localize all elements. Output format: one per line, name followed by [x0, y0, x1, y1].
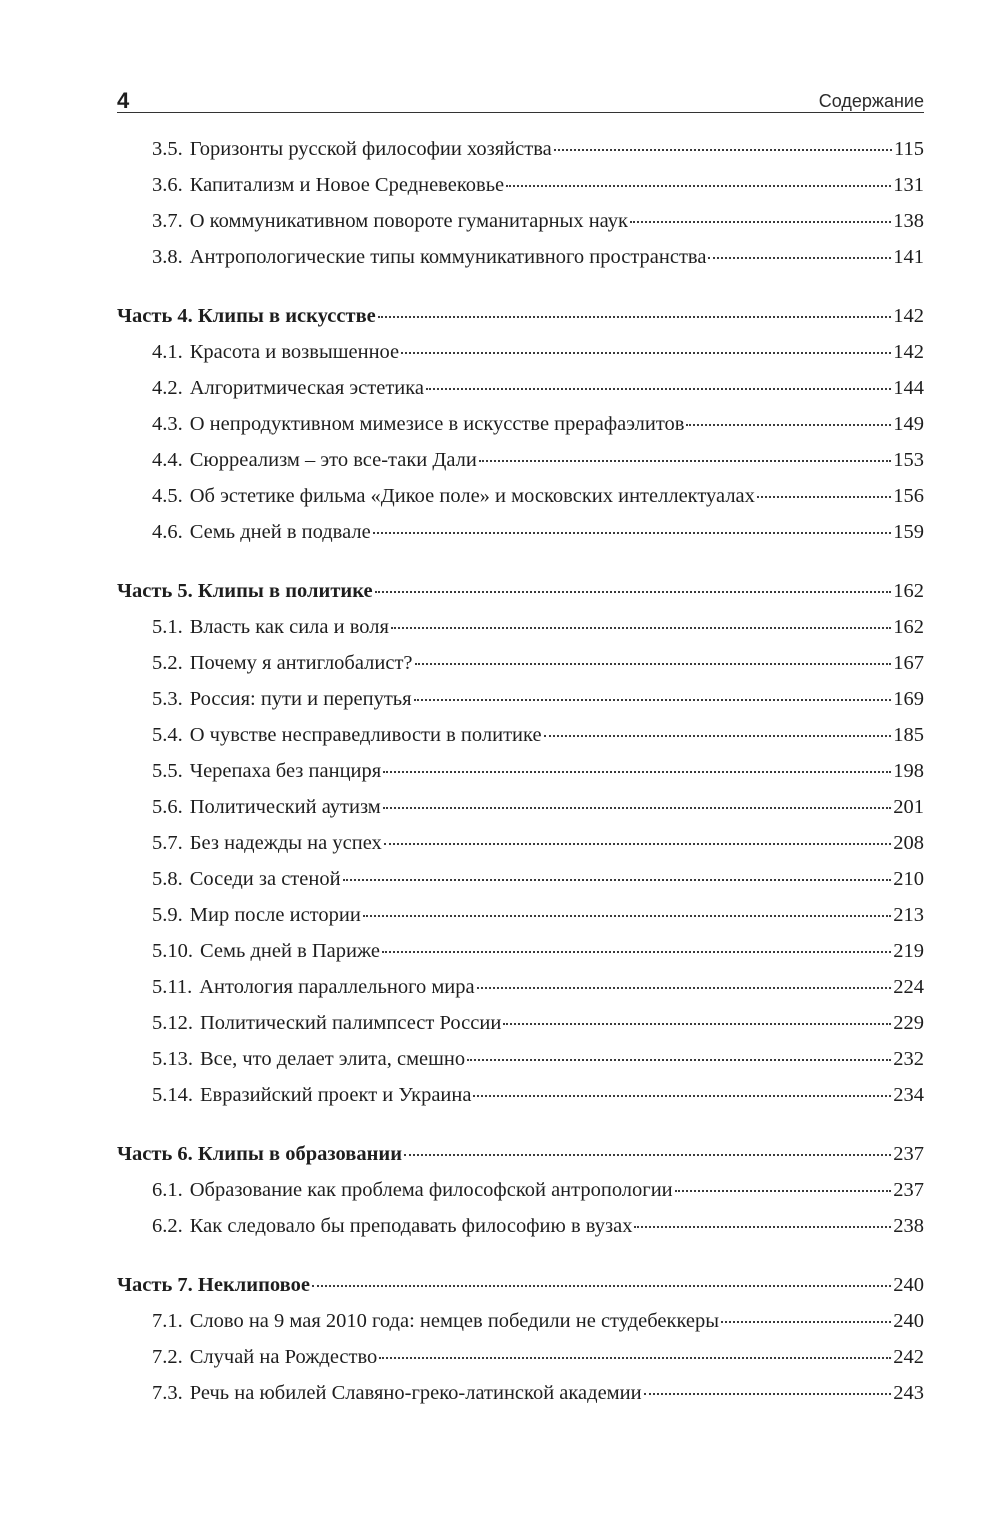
toc-part-title: Часть 4. Клипы в искусстве — [117, 305, 376, 327]
toc-entry[interactable] — [117, 334, 924, 370]
toc-entry-title: Антология параллельного мира — [199, 976, 475, 998]
dot-leader — [426, 388, 891, 390]
toc-entry[interactable] — [117, 1303, 924, 1339]
page-number: 4 — [117, 88, 130, 113]
toc-entry-title: Капитализм и Новое Средневековье — [189, 174, 505, 196]
table-of-contents — [117, 131, 924, 1411]
toc-entry[interactable] — [117, 681, 924, 717]
toc-entry-title: Власть как сила и воля — [189, 616, 389, 638]
toc-page-number: 243 — [893, 1382, 924, 1404]
toc-group — [117, 573, 924, 1113]
toc-entry[interactable] — [117, 1041, 924, 1077]
toc-entry-number: 6.2. — [152, 1215, 183, 1237]
toc-page-number: 229 — [893, 1012, 924, 1034]
toc-entry-title: Без надежды на успех — [189, 832, 382, 854]
toc-entry[interactable] — [117, 789, 924, 825]
toc-entry[interactable] — [117, 645, 924, 681]
running-title: Содержание — [818, 91, 924, 111]
toc-entry-title: Семь дней в подвале — [189, 521, 371, 543]
dot-leader — [503, 1023, 891, 1025]
toc-page-number: 238 — [893, 1215, 924, 1237]
toc-entry-number: 6.1. — [152, 1179, 183, 1201]
dot-leader — [757, 496, 891, 498]
toc-entry-number: 5.9. — [152, 904, 183, 926]
toc-entry-title: Россия: пути и перепутья — [189, 688, 412, 710]
toc-page-number: 149 — [893, 413, 924, 435]
dot-leader — [414, 699, 892, 701]
toc-entry[interactable] — [117, 717, 924, 753]
dot-leader — [382, 951, 891, 953]
toc-page-number: 131 — [893, 174, 924, 196]
toc-entry[interactable] — [117, 969, 924, 1005]
dot-leader — [401, 352, 891, 354]
dot-leader — [383, 771, 891, 773]
toc-entry-number: 5.11. — [152, 976, 193, 998]
toc-entry[interactable] — [117, 370, 924, 406]
toc-entry[interactable] — [117, 514, 924, 550]
toc-page-number: 142 — [893, 305, 924, 327]
toc-entry-title: О непродуктивном мимезисе в искусстве прерафаэлитов — [189, 413, 685, 435]
dot-leader — [391, 627, 891, 629]
toc-entry-number: 5.13. — [152, 1048, 193, 1070]
toc-page-number: 213 — [893, 904, 924, 926]
toc-entry-number: 4.5. — [152, 485, 183, 507]
toc-part-title: Часть 6. Клипы в образовании — [117, 1143, 403, 1165]
toc-entry-number: 3.8. — [152, 246, 183, 268]
toc-entry[interactable] — [117, 1172, 924, 1208]
toc-entry-title: О коммуникативном повороте гуманитарных наук — [189, 210, 628, 232]
toc-entry-title: Слово на 9 мая 2010 года: немцев победили не студебеккеры — [189, 1310, 720, 1332]
toc-entry[interactable] — [117, 131, 924, 167]
toc-entry[interactable] — [117, 406, 924, 442]
dot-leader — [473, 1095, 891, 1097]
dot-leader — [404, 1154, 891, 1156]
toc-group — [117, 1136, 924, 1244]
toc-page-number: 237 — [893, 1179, 924, 1201]
dot-leader — [708, 257, 891, 259]
toc-page-number: 198 — [893, 760, 924, 782]
toc-entry-title: Красота и возвышенное — [189, 341, 400, 363]
toc-group — [117, 1267, 924, 1411]
dot-leader — [363, 915, 891, 917]
toc-part-title: Часть 5. Клипы в политике — [117, 580, 373, 602]
toc-entry-number: 4.3. — [152, 413, 183, 435]
toc-page-number: 234 — [893, 1084, 924, 1106]
toc-page-number: 142 — [893, 341, 924, 363]
toc-page-number: 185 — [893, 724, 924, 746]
toc-entry-title: Евразийский проект и Украина — [200, 1084, 472, 1106]
dot-leader — [477, 987, 892, 989]
toc-page-number: 153 — [893, 449, 924, 471]
dot-leader — [721, 1321, 891, 1323]
toc-entry-number: 3.5. — [152, 138, 183, 160]
toc-entry[interactable] — [117, 203, 924, 239]
toc-group — [117, 131, 924, 275]
toc-entry-number: 3.7. — [152, 210, 183, 232]
toc-entry-title: Семь дней в Париже — [200, 940, 380, 962]
toc-page-number: 232 — [893, 1048, 924, 1070]
toc-page-number: 162 — [893, 580, 924, 602]
toc-entry-number: 5.7. — [152, 832, 183, 854]
dot-leader — [375, 591, 892, 593]
dot-leader — [384, 843, 891, 845]
dot-leader — [415, 663, 892, 665]
toc-entry-title: Речь на юбилей Славяно-греко-латинской академии — [189, 1382, 642, 1404]
toc-entry-number: 5.12. — [152, 1012, 193, 1034]
toc-entry[interactable] — [117, 442, 924, 478]
dot-leader — [373, 532, 892, 534]
toc-entry-title: Политический палимпсест России — [200, 1012, 502, 1034]
dot-leader — [343, 879, 892, 881]
dot-leader — [312, 1285, 891, 1287]
toc-entry[interactable] — [117, 933, 924, 969]
toc-part-title: Часть 7. Неклиповое — [117, 1274, 310, 1296]
dot-leader — [554, 149, 892, 151]
toc-entry-number: 4.4. — [152, 449, 183, 471]
toc-page-number: 240 — [893, 1310, 924, 1332]
toc-entry-number: 5.6. — [152, 796, 183, 818]
toc-page-number: 201 — [893, 796, 924, 818]
toc-entry-title: Об эстетике фильма «Дикое поле» и московских интеллектуалах — [189, 485, 755, 507]
toc-part-heading[interactable] — [117, 1267, 924, 1303]
toc-entry-title: Сюрреализм – это все-таки Дали — [189, 449, 477, 471]
running-header — [117, 86, 924, 116]
toc-entry[interactable] — [117, 1208, 924, 1244]
toc-entry-title: Антропологические типы коммуникативного пространства — [189, 246, 707, 268]
toc-page-number: 210 — [893, 868, 924, 890]
toc-entry[interactable] — [117, 825, 924, 861]
toc-entry-title: Черепаха без панциря — [189, 760, 382, 782]
toc-entry-number: 5.8. — [152, 868, 183, 890]
dot-leader — [467, 1059, 891, 1061]
toc-page-number: 144 — [893, 377, 924, 399]
toc-entry-title: О чувстве несправедливости в политике — [189, 724, 542, 746]
toc-entry[interactable] — [117, 1005, 924, 1041]
dot-leader — [544, 735, 892, 737]
toc-page-number: 169 — [893, 688, 924, 710]
toc-page-number: 159 — [893, 521, 924, 543]
toc-entry-title: Образование как проблема философской антропологии — [189, 1179, 673, 1201]
toc-page-number: 240 — [893, 1274, 924, 1296]
toc-entry-number: 7.3. — [152, 1382, 183, 1404]
toc-entry[interactable] — [117, 897, 924, 933]
toc-page-number: 138 — [893, 210, 924, 232]
toc-entry-title: Горизонты русской философии хозяйства — [189, 138, 552, 160]
toc-entry[interactable] — [117, 753, 924, 789]
toc-entry[interactable] — [117, 239, 924, 275]
toc-entry-number: 7.1. — [152, 1310, 183, 1332]
toc-group — [117, 298, 924, 550]
toc-entry[interactable] — [117, 478, 924, 514]
toc-entry-title: Случай на Рождество — [189, 1346, 378, 1368]
toc-entry[interactable] — [117, 609, 924, 645]
toc-page-number: 167 — [893, 652, 924, 674]
toc-entry-number: 4.2. — [152, 377, 183, 399]
toc-entry-number: 5.4. — [152, 724, 183, 746]
dot-leader — [630, 221, 891, 223]
toc-entry-title: Как следовало бы преподавать философию в вузах — [189, 1215, 633, 1237]
toc-part-heading[interactable] — [117, 298, 924, 334]
toc-page-number: 156 — [893, 485, 924, 507]
toc-entry[interactable] — [117, 1339, 924, 1375]
toc-entry-number: 4.6. — [152, 521, 183, 543]
dot-leader — [379, 1357, 891, 1359]
toc-part-heading[interactable] — [117, 1136, 924, 1172]
toc-page-number: 219 — [893, 940, 924, 962]
toc-entry-title: Почему я антиглобалист? — [189, 652, 413, 674]
toc-page-number: 237 — [893, 1143, 924, 1165]
dot-leader — [644, 1393, 892, 1395]
dot-leader — [686, 424, 891, 426]
toc-entry-title: Алгоритмическая эстетика — [189, 377, 425, 399]
toc-entry[interactable] — [117, 167, 924, 203]
toc-entry-number: 5.3. — [152, 688, 183, 710]
dot-leader — [479, 460, 891, 462]
toc-entry-number: 7.2. — [152, 1346, 183, 1368]
toc-entry[interactable] — [117, 861, 924, 897]
dot-leader — [378, 316, 892, 318]
header-rule — [117, 112, 924, 113]
toc-entry-number: 4.1. — [152, 341, 183, 363]
dot-leader — [383, 807, 892, 809]
toc-entry-title: Все, что делает элита, смешно — [200, 1048, 466, 1070]
toc-page-number: 208 — [893, 832, 924, 854]
toc-part-heading[interactable] — [117, 573, 924, 609]
toc-entry-number: 5.1. — [152, 616, 183, 638]
toc-page-number: 224 — [893, 976, 924, 998]
toc-entry-number: 3.6. — [152, 174, 183, 196]
toc-entry-title: Политический аутизм — [189, 796, 381, 818]
toc-page-number: 242 — [893, 1346, 924, 1368]
dot-leader — [634, 1226, 891, 1228]
toc-entry[interactable] — [117, 1375, 924, 1411]
toc-entry-number: 5.5. — [152, 760, 183, 782]
toc-entry-number: 5.10. — [152, 940, 193, 962]
toc-page-number: 141 — [893, 246, 924, 268]
toc-entry[interactable] — [117, 1077, 924, 1113]
toc-entry-title: Соседи за стеной — [189, 868, 341, 890]
toc-entry-title: Мир после истории — [189, 904, 361, 926]
dot-leader — [675, 1190, 892, 1192]
toc-page-number: 162 — [893, 616, 924, 638]
dot-leader — [506, 185, 891, 187]
toc-page-number: 115 — [894, 138, 924, 160]
toc-entry-number: 5.2. — [152, 652, 183, 674]
toc-entry-number: 5.14. — [152, 1084, 193, 1106]
